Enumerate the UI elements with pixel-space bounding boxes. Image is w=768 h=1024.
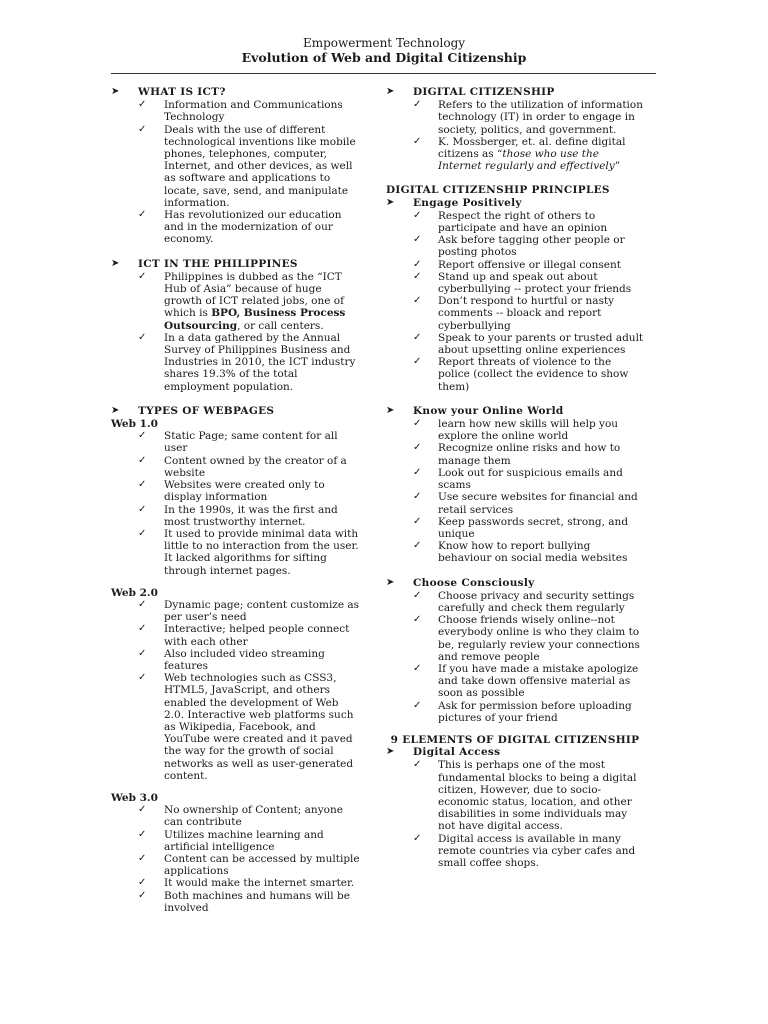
item-text: Ask before tagging other people or posting photos (438, 234, 625, 259)
item-text: Report offensive or illegal consent (438, 258, 621, 271)
arrow-bullet-icon: ➤ (386, 196, 395, 208)
engage-positively-heading (386, 197, 644, 209)
list-item (111, 332, 361, 393)
list-item (111, 877, 361, 889)
check-icon: ✓ (413, 442, 422, 454)
list-item (386, 295, 644, 332)
item-text: Both machines and humans will be involved (164, 889, 350, 914)
check-icon: ✓ (138, 598, 147, 610)
item-text: learn how new skills will help you explore the online world (438, 418, 619, 443)
list-item (386, 759, 644, 832)
arrow-bullet-icon: ➤ (111, 404, 120, 416)
list-item (386, 663, 644, 700)
subsection-heading: Engage Positively (413, 196, 522, 209)
check-icon: ✓ (413, 466, 422, 478)
item-text: It used to provide minimal data with little to no interaction from the user. It lacked algorithms for sifting through internet pages. (164, 527, 359, 577)
know-online-world-list (386, 418, 644, 564)
section-heading: DIGITAL CITIZENSHIP (413, 86, 555, 98)
item-text: Report threats of violence to the police (collect the evidence to show them) (438, 356, 629, 393)
item-text: Web technologies such as CSS3, HTML5, JavaScript, and others enabled the development of Web 2.0. Interactive web platforms such as Wikipedia, Facebook, and YouTube were created and it paved the way for the growth of social networks as well as user-generated content. (164, 672, 354, 782)
check-icon: ✓ (138, 852, 147, 864)
item-text: In a data gathered by the Annual Survey of Philippines Business and Industries in 2010, the ICT industry shares 19.3% of the total employment population. (164, 331, 356, 393)
item-text: Don’t respond to hurtful or nasty comments -- bloack and report cyberbullying (438, 295, 615, 332)
section-heading: ICT IN THE PHILIPPINES (138, 257, 298, 270)
item-text: Choose privacy and security settings carefully and check them regularly (438, 589, 635, 614)
check-icon: ✓ (413, 699, 422, 711)
check-icon: ✓ (413, 234, 422, 246)
check-icon: ✓ (413, 295, 422, 307)
web1-list (111, 430, 361, 576)
item-text: Also included video streaming features (164, 647, 325, 672)
right-column (386, 86, 644, 869)
section-what-is-ict (111, 86, 361, 98)
check-icon: ✓ (413, 614, 422, 626)
principles-heading: DIGITAL CITIZENSHIP PRINCIPLES (386, 184, 610, 197)
list-item (111, 124, 361, 209)
check-icon: ✓ (138, 99, 147, 111)
item-text: , or call centers. (237, 319, 324, 332)
subject-title: Empowerment Technology (302, 36, 466, 50)
arrow-bullet-icon: ➤ (111, 257, 120, 269)
item-text: This is perhaps one of the most fundamental blocks to being a digital citizen, However, due to socio-economic status, location, and other disabilities in some individuals may not have digital access. (438, 759, 637, 833)
list-item (386, 259, 644, 271)
list-item (111, 528, 361, 577)
nine-elements-heading: 9 ELEMENTS OF DIGITAL CITIZENSHIP (390, 733, 640, 746)
list-item (111, 804, 361, 828)
check-icon: ✓ (413, 662, 422, 674)
item-text: Stand up and speak out about cyberbullying -- protect your friends (438, 270, 632, 296)
item-text: Interactive; helped people connect with each other (164, 623, 350, 648)
web3-label: Web 3.0 (111, 791, 158, 804)
list-item (386, 590, 644, 614)
section-heading: WHAT IS ICT? (138, 86, 226, 98)
item-text: No ownership of Content; anyone can contribute (164, 804, 343, 829)
web2-list (111, 599, 361, 782)
check-icon: ✓ (138, 331, 147, 343)
item-text: K. Mossberger, et. al. define digital citizens as “ (438, 135, 626, 161)
check-icon: ✓ (138, 527, 147, 539)
list-item (386, 833, 644, 870)
section-ict-philippines (111, 258, 361, 270)
list-item (386, 700, 644, 724)
check-icon: ✓ (413, 270, 422, 282)
item-text: Information and Communications Technology (164, 99, 343, 124)
digital-access-list (386, 759, 644, 869)
item-text: Keep passwords secret, strong, and unique (438, 515, 629, 540)
item-text: Choose friends wisely online--not everybody online is who they claim to be, regularly review your connections and remove people (438, 614, 640, 663)
page-header (0, 36, 768, 65)
item-text: Content can be accessed by multiple applications (164, 852, 360, 878)
check-icon: ✓ (413, 209, 422, 221)
choose-consciously-heading (386, 577, 644, 589)
list-item (386, 418, 644, 442)
item-text: Recognize online risks and how to manage them (438, 442, 621, 467)
item-italic-text: those who use the Internet regularly and effectively (438, 148, 615, 173)
list-item (386, 442, 644, 466)
header-divider (111, 73, 656, 74)
list-item (386, 467, 644, 491)
subsection-heading: Digital Access (413, 746, 501, 759)
item-text: Websites were created only to display information (164, 479, 325, 504)
digital-access-heading (386, 746, 644, 758)
check-icon: ✓ (138, 828, 147, 840)
list-item (386, 210, 644, 234)
item-text: Speak to your parents or trusted adult about upsetting online experiences (438, 331, 644, 357)
document-title: Evolution of Web and Digital Citizenship (241, 50, 527, 65)
list-item (111, 99, 361, 123)
item-text: Content owned by the creator of a website (164, 454, 347, 479)
check-icon: ✓ (138, 623, 147, 635)
item-text: Ask for permission before uploading pictures of your friend (438, 699, 632, 724)
item-text: In the 1990s, it was the first and most trustworthy internet. (164, 503, 338, 528)
subsection-heading: Know your Online World (413, 404, 564, 417)
list-item (111, 672, 361, 782)
list-item (111, 890, 361, 914)
arrow-bullet-icon: ➤ (386, 576, 395, 588)
list-item (386, 540, 644, 564)
check-icon: ✓ (138, 647, 147, 659)
ict-philippines-list (111, 271, 361, 393)
item-text: Know how to report bullying behaviour on social media websites (438, 540, 628, 565)
list-item (386, 332, 644, 356)
check-icon: ✓ (138, 889, 147, 901)
list-item (386, 234, 644, 258)
item-bold-text: BPO, Business Process Outsourcing (164, 307, 346, 332)
web1-label: Web 1.0 (111, 418, 158, 431)
arrow-bullet-icon: ➤ (386, 404, 395, 416)
list-item (111, 829, 361, 853)
list-item (386, 614, 644, 663)
check-icon: ✓ (138, 123, 147, 135)
check-icon: ✓ (138, 479, 147, 491)
list-item (111, 853, 361, 877)
item-text: Static Page; same content for all user (164, 430, 338, 455)
what-is-ict-list (111, 99, 361, 245)
check-icon: ✓ (413, 832, 422, 844)
check-icon: ✓ (413, 491, 422, 503)
section-heading: TYPES OF WEBPAGES (138, 404, 275, 417)
choose-consciously-list (386, 590, 644, 724)
check-icon: ✓ (138, 804, 147, 816)
list-item (386, 99, 644, 136)
section-digital-citizenship (386, 86, 644, 98)
arrow-bullet-icon: ➤ (386, 746, 395, 758)
item-text: Has revolutionized our education and in the modernization of our economy. (164, 209, 342, 246)
check-icon: ✓ (138, 454, 147, 466)
list-item (111, 209, 361, 246)
item-text: ” (614, 160, 621, 173)
check-icon: ✓ (413, 418, 422, 430)
section-types-of-webpages (111, 405, 361, 417)
digital-citizenship-list (386, 99, 644, 172)
item-text: If you have made a mistake apologize and take down offensive material as soon as possible (438, 662, 639, 700)
check-icon: ✓ (138, 430, 147, 442)
list-item (386, 271, 644, 295)
check-icon: ✓ (138, 270, 147, 282)
list-item (386, 516, 644, 540)
list-item (111, 504, 361, 528)
arrow-bullet-icon: ➤ (386, 86, 395, 97)
left-column (111, 86, 361, 914)
know-online-world-heading (386, 405, 644, 417)
list-item (111, 271, 361, 332)
check-icon: ✓ (413, 135, 422, 147)
list-item (386, 136, 644, 173)
check-icon: ✓ (413, 258, 422, 270)
item-text: Digital access is available in many remote countries via cyber cafes and small coffee shops. (438, 832, 636, 869)
item-text: Respect the right of others to participate and have an opinion (438, 209, 608, 235)
check-icon: ✓ (413, 356, 422, 368)
check-icon: ✓ (138, 503, 147, 515)
item-text: Dynamic page; content customize as per user’s need (164, 598, 360, 624)
subsection-heading: Choose Consciously (413, 576, 535, 589)
check-icon: ✓ (138, 672, 147, 684)
check-icon: ✓ (413, 515, 422, 527)
check-icon: ✓ (413, 331, 422, 343)
web3-list (111, 804, 361, 914)
list-item (111, 623, 361, 647)
item-text: Philippines is dubbed as the “ICT Hub of Asia” because of huge growth of ICT related jobs, one of which is (164, 270, 344, 320)
item-text: Look out for suspicious emails and scams (438, 466, 623, 492)
item-text: Refers to the utilization of information technology (IT) in order to engage in society, politics, and government. (438, 99, 643, 136)
arrow-bullet-icon: ➤ (111, 86, 120, 97)
check-icon: ✓ (413, 589, 422, 601)
item-text: Use secure websites for financial and retail services (438, 491, 638, 516)
list-item (111, 599, 361, 623)
check-icon: ✓ (413, 759, 422, 771)
list-item (111, 648, 361, 672)
check-icon: ✓ (138, 877, 147, 889)
check-icon: ✓ (413, 99, 422, 111)
item-text: Utilizes machine learning and artificial intelligence (164, 828, 324, 853)
engage-positively-list (386, 210, 644, 393)
check-icon: ✓ (138, 209, 147, 221)
list-item (111, 430, 361, 454)
list-item (111, 455, 361, 479)
list-item (386, 491, 644, 515)
list-item (386, 356, 644, 393)
web2-label: Web 2.0 (111, 586, 158, 599)
check-icon: ✓ (413, 540, 422, 552)
list-item (111, 479, 361, 503)
item-text: It would make the internet smarter. (164, 877, 355, 890)
item-text: Deals with the use of different technological inventions like mobile phones, telephones, computer, Internet, and other devices, as well as software and applications to locate, save, send, and manipulate information. (164, 123, 356, 209)
